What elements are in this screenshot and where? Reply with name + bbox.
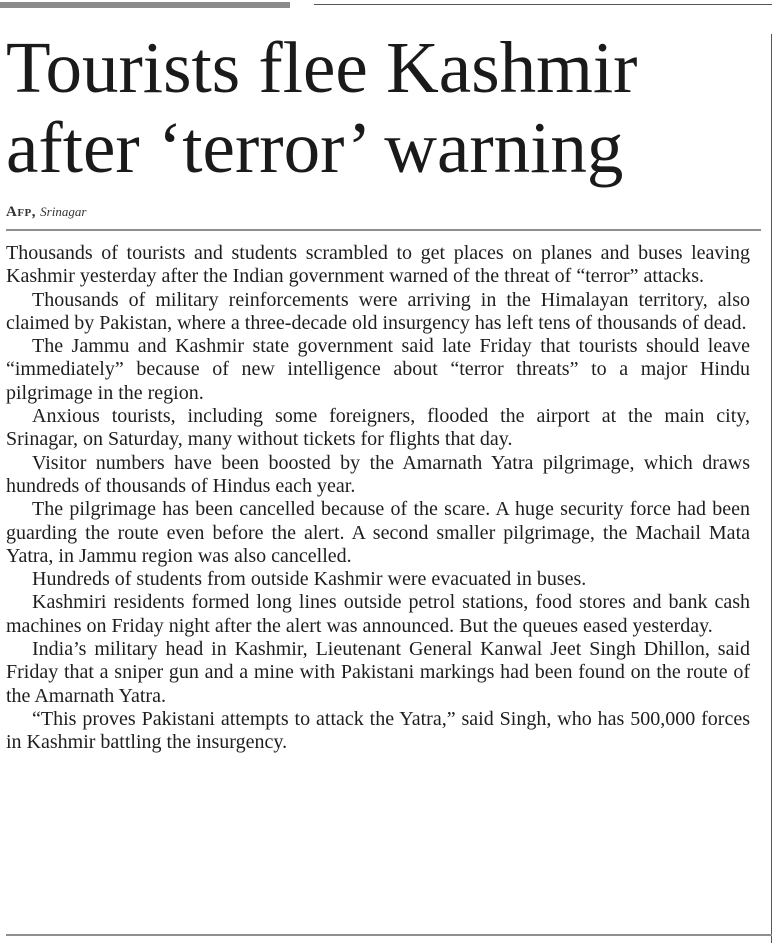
paragraph: Hundreds of students from outside Kashmir were evacuated in buses. bbox=[32, 568, 587, 591]
byline-place: Srinagar bbox=[40, 204, 87, 219]
top-rule-thin bbox=[314, 4, 772, 5]
byline bbox=[6, 203, 86, 222]
paragraph: Thousands of military reinforcements were arriving in the Himalayan territory, also claimed by Pakistan, where a three-decade old insurgency has left tens of thousands of dead. bbox=[6, 288, 750, 334]
bottom-rule bbox=[6, 934, 772, 936]
headline: Tourists flee Kashmir after ‘terror’ warning bbox=[6, 27, 638, 188]
paragraph: Thousands of tourists and students scrambled to get places on planes and buses leaving Kashmir yesterday after the Indian government warned of the threat of “terror” attacks. bbox=[6, 242, 750, 288]
paragraph: Anxious tourists, including some foreigners, flooded the airport at the main city, Srinagar, on Saturday, many without tickets for flights that day. bbox=[6, 405, 750, 451]
article-body bbox=[6, 242, 750, 755]
paragraph: India’s military head in Kashmir, Lieutenant General Kanwal Jeet Singh Dhillon, said Friday that a sniper gun and a mine with Pakistani markings had been found on the route of the Amarnath Yatra. bbox=[6, 638, 750, 707]
byline-divider bbox=[6, 229, 761, 231]
paragraph: Kashmiri residents formed long lines outside petrol stations, food stores and bank cash machines on Friday night after the alert was announced. But the queues eased yesterday. bbox=[6, 591, 750, 637]
byline-agency: Afp, bbox=[6, 204, 37, 220]
paragraph: “This proves Pakistani attempts to attack the Yatra,” said Singh, who has 500,000 forces in Kashmir battling the insurgency. bbox=[6, 707, 750, 754]
paragraph: Visitor numbers have been boosted by the Amarnath Yatra pilgrimage, which draws hundreds of thousands of Hindus each year. bbox=[6, 451, 750, 497]
top-rule-thick bbox=[0, 2, 290, 8]
paragraph: The pilgrimage has been cancelled because of the scare. A huge security force had been guarding the route even before the alert. A second smaller pilgrimage, the Machail Mata Yatra, in Jammu region was also cancelled. bbox=[6, 498, 750, 567]
paragraph: The Jammu and Kashmir state government said late Friday that tourists should leave “immediately” because of new intelligence about “terror threats” to a major Hindu pilgrimage in the region. bbox=[6, 335, 750, 404]
